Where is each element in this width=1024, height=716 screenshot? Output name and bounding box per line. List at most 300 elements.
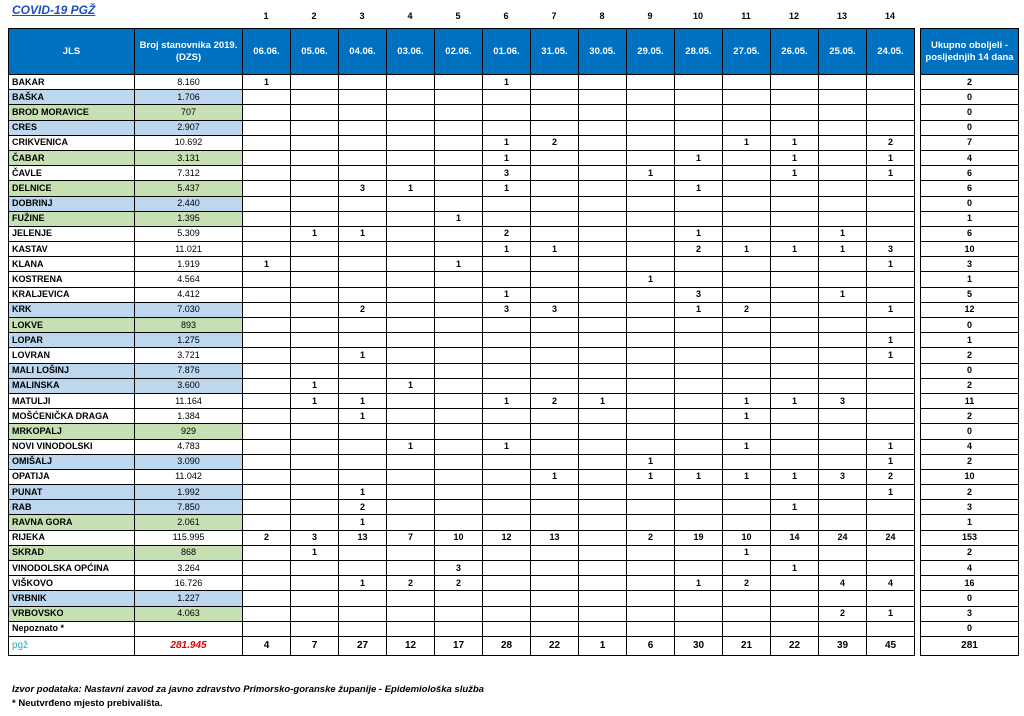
table-row bbox=[9, 454, 1019, 469]
daily-cases-cell bbox=[435, 378, 483, 393]
daily-cases-cell bbox=[723, 166, 771, 181]
daily-cases-cell bbox=[291, 424, 339, 439]
daily-cases-cell bbox=[435, 439, 483, 454]
daily-cases-cell: 1 bbox=[579, 393, 627, 408]
municipality-name: KRALJEVICA bbox=[9, 287, 135, 302]
table-row bbox=[9, 606, 1019, 621]
daily-cases-cell bbox=[483, 545, 531, 560]
total-cases-cell: 0 bbox=[921, 318, 1019, 333]
daily-cases-cell: 1 bbox=[675, 576, 723, 591]
column-number: 7 bbox=[551, 11, 557, 21]
daily-cases-cell: 1 bbox=[867, 257, 915, 272]
total-cases-cell: 4 bbox=[921, 561, 1019, 576]
daily-cases-cell: 1 bbox=[867, 439, 915, 454]
daily-cases-cell bbox=[531, 591, 579, 606]
daily-cases-cell bbox=[771, 591, 819, 606]
daily-cases-cell bbox=[819, 621, 867, 636]
table-row bbox=[9, 226, 1019, 241]
daily-cases-cell bbox=[387, 606, 435, 621]
daily-cases-cell bbox=[819, 424, 867, 439]
daily-cases-cell: 3 bbox=[867, 242, 915, 257]
municipality-name: RAVNA GORA bbox=[9, 515, 135, 530]
daily-cases-cell bbox=[627, 120, 675, 135]
daily-cases-cell bbox=[243, 454, 291, 469]
population-cell: 4.412 bbox=[135, 287, 243, 302]
total-population: 281.945 bbox=[135, 636, 243, 655]
daily-cases-cell bbox=[675, 135, 723, 150]
daily-cases-cell: 1 bbox=[483, 439, 531, 454]
table-row bbox=[9, 393, 1019, 408]
daily-cases-cell bbox=[771, 348, 819, 363]
daily-cases-cell bbox=[675, 318, 723, 333]
table-row bbox=[9, 439, 1019, 454]
daily-cases-cell bbox=[339, 150, 387, 165]
municipality-name: CRES bbox=[9, 120, 135, 135]
daily-cases-cell bbox=[339, 120, 387, 135]
daily-cases-cell bbox=[435, 287, 483, 302]
daily-cases-cell bbox=[435, 363, 483, 378]
daily-cases-cell bbox=[579, 606, 627, 621]
daily-cases-cell bbox=[243, 439, 291, 454]
daily-cases-cell bbox=[531, 500, 579, 515]
daily-cases-cell bbox=[435, 485, 483, 500]
column-number: 12 bbox=[788, 11, 799, 21]
population-cell: 4.783 bbox=[135, 439, 243, 454]
daily-cases-cell: 1 bbox=[771, 561, 819, 576]
daily-cases-cell: 1 bbox=[819, 226, 867, 241]
daily-cases-cell bbox=[723, 606, 771, 621]
table-row bbox=[9, 378, 1019, 393]
daily-cases-cell bbox=[435, 181, 483, 196]
daily-cases-cell bbox=[819, 363, 867, 378]
daily-cases-cell bbox=[483, 272, 531, 287]
daily-cases-cell: 1 bbox=[723, 469, 771, 484]
daily-cases-cell bbox=[387, 150, 435, 165]
daily-cases-cell bbox=[243, 318, 291, 333]
daily-cases-cell bbox=[435, 393, 483, 408]
table-row bbox=[9, 576, 1019, 591]
daily-cases-cell: 1 bbox=[291, 378, 339, 393]
daily-cases-cell: 1 bbox=[627, 469, 675, 484]
municipality-name: SKRAD bbox=[9, 545, 135, 560]
daily-cases-cell bbox=[339, 424, 387, 439]
daily-cases-cell bbox=[627, 485, 675, 500]
daily-cases-cell bbox=[243, 196, 291, 211]
column-number: 6 bbox=[503, 11, 509, 21]
daily-cases-cell bbox=[339, 242, 387, 257]
header-population: Broj stanovnika 2019. (DZS) bbox=[135, 29, 243, 75]
daily-cases-cell bbox=[531, 272, 579, 287]
daily-cases-cell bbox=[675, 561, 723, 576]
daily-cases-cell bbox=[531, 576, 579, 591]
covid-cases-table bbox=[8, 28, 1019, 656]
daily-total-cell: 30 bbox=[675, 636, 723, 655]
daily-cases-cell bbox=[339, 257, 387, 272]
daily-cases-cell bbox=[483, 257, 531, 272]
daily-cases-cell bbox=[339, 545, 387, 560]
daily-cases-cell bbox=[531, 561, 579, 576]
daily-cases-cell: 4 bbox=[867, 576, 915, 591]
daily-cases-cell: 2 bbox=[483, 226, 531, 241]
municipality-name: OMIŠALJ bbox=[9, 454, 135, 469]
total-cases-cell: 0 bbox=[921, 621, 1019, 636]
daily-cases-cell: 1 bbox=[867, 606, 915, 621]
daily-cases-cell bbox=[243, 485, 291, 500]
daily-cases-cell bbox=[723, 272, 771, 287]
daily-cases-cell bbox=[675, 409, 723, 424]
daily-cases-cell bbox=[435, 545, 483, 560]
daily-cases-cell bbox=[867, 621, 915, 636]
table-row bbox=[9, 348, 1019, 363]
municipality-name: JELENJE bbox=[9, 226, 135, 241]
daily-cases-cell bbox=[627, 561, 675, 576]
daily-cases-cell bbox=[627, 606, 675, 621]
daily-cases-cell bbox=[339, 166, 387, 181]
table-row bbox=[9, 515, 1019, 530]
daily-cases-cell bbox=[771, 105, 819, 120]
daily-cases-cell bbox=[627, 424, 675, 439]
daily-cases-cell bbox=[291, 75, 339, 90]
daily-cases-cell bbox=[771, 621, 819, 636]
daily-cases-cell bbox=[627, 500, 675, 515]
daily-cases-cell bbox=[243, 211, 291, 226]
population-cell: 3.721 bbox=[135, 348, 243, 363]
daily-cases-cell bbox=[291, 287, 339, 302]
daily-cases-cell bbox=[723, 591, 771, 606]
total-cases-cell: 0 bbox=[921, 196, 1019, 211]
daily-cases-cell bbox=[243, 242, 291, 257]
table-row bbox=[9, 181, 1019, 196]
daily-cases-cell bbox=[627, 181, 675, 196]
daily-total-cell: 1 bbox=[579, 636, 627, 655]
daily-cases-cell bbox=[291, 105, 339, 120]
daily-cases-cell bbox=[579, 424, 627, 439]
table-row bbox=[9, 318, 1019, 333]
daily-cases-cell bbox=[339, 333, 387, 348]
daily-cases-cell bbox=[387, 226, 435, 241]
daily-cases-cell bbox=[867, 318, 915, 333]
daily-cases-cell bbox=[387, 211, 435, 226]
daily-cases-cell bbox=[819, 75, 867, 90]
daily-cases-cell bbox=[291, 166, 339, 181]
population-cell: 7.850 bbox=[135, 500, 243, 515]
daily-cases-cell: 1 bbox=[339, 226, 387, 241]
daily-cases-cell bbox=[627, 90, 675, 105]
daily-cases-cell bbox=[387, 257, 435, 272]
header-jls: JLS bbox=[9, 29, 135, 75]
population-cell: 11.042 bbox=[135, 469, 243, 484]
daily-cases-cell bbox=[579, 166, 627, 181]
daily-cases-cell bbox=[483, 90, 531, 105]
daily-cases-cell bbox=[627, 409, 675, 424]
daily-cases-cell bbox=[771, 439, 819, 454]
daily-cases-cell bbox=[675, 515, 723, 530]
daily-cases-cell bbox=[819, 439, 867, 454]
page-title: COVID-19 PGŽ bbox=[12, 3, 96, 17]
daily-cases-cell: 2 bbox=[819, 606, 867, 621]
daily-cases-cell bbox=[339, 378, 387, 393]
footnote: * Neutvrđeno mjesto prebivališta. bbox=[12, 698, 163, 709]
daily-cases-cell bbox=[819, 515, 867, 530]
daily-cases-cell bbox=[579, 333, 627, 348]
daily-cases-cell bbox=[291, 211, 339, 226]
daily-cases-cell bbox=[387, 621, 435, 636]
daily-cases-cell bbox=[291, 181, 339, 196]
daily-cases-cell bbox=[579, 150, 627, 165]
daily-cases-cell: 1 bbox=[723, 393, 771, 408]
daily-cases-cell bbox=[675, 90, 723, 105]
population-cell: 10.692 bbox=[135, 135, 243, 150]
daily-cases-cell bbox=[483, 120, 531, 135]
daily-cases-cell bbox=[387, 75, 435, 90]
daily-cases-cell bbox=[387, 318, 435, 333]
daily-cases-cell bbox=[819, 333, 867, 348]
daily-cases-cell bbox=[291, 135, 339, 150]
daily-cases-cell bbox=[531, 515, 579, 530]
table-row bbox=[9, 150, 1019, 165]
column-number: 11 bbox=[741, 11, 751, 21]
daily-cases-cell bbox=[579, 226, 627, 241]
daily-cases-cell bbox=[723, 196, 771, 211]
total-cases-cell: 3 bbox=[921, 606, 1019, 621]
daily-cases-cell bbox=[579, 181, 627, 196]
daily-cases-cell bbox=[675, 545, 723, 560]
daily-cases-cell bbox=[771, 424, 819, 439]
daily-cases-cell bbox=[531, 606, 579, 621]
daily-cases-cell bbox=[531, 621, 579, 636]
daily-cases-cell bbox=[291, 90, 339, 105]
daily-cases-cell: 1 bbox=[291, 545, 339, 560]
daily-cases-cell: 12 bbox=[483, 530, 531, 545]
daily-cases-cell bbox=[771, 75, 819, 90]
daily-cases-cell bbox=[819, 318, 867, 333]
population-cell: 4.063 bbox=[135, 606, 243, 621]
daily-cases-cell: 2 bbox=[723, 302, 771, 317]
municipality-name: NOVI VINODOLSKI bbox=[9, 439, 135, 454]
population-cell: 5.309 bbox=[135, 226, 243, 241]
daily-cases-cell bbox=[723, 150, 771, 165]
daily-cases-cell bbox=[579, 302, 627, 317]
daily-cases-cell bbox=[819, 454, 867, 469]
daily-cases-cell bbox=[243, 150, 291, 165]
daily-cases-cell bbox=[771, 181, 819, 196]
table-row bbox=[9, 105, 1019, 120]
daily-cases-cell bbox=[435, 120, 483, 135]
column-number: 4 bbox=[407, 11, 413, 21]
population-cell: 707 bbox=[135, 105, 243, 120]
daily-cases-cell bbox=[723, 500, 771, 515]
header-date: 29.05. bbox=[627, 29, 675, 75]
daily-cases-cell bbox=[579, 120, 627, 135]
municipality-name: KOSTRENA bbox=[9, 272, 135, 287]
daily-cases-cell bbox=[435, 515, 483, 530]
daily-cases-cell bbox=[579, 439, 627, 454]
total-cases-cell: 4 bbox=[921, 150, 1019, 165]
table-row bbox=[9, 287, 1019, 302]
total-cases-cell: 16 bbox=[921, 576, 1019, 591]
daily-cases-cell: 3 bbox=[819, 469, 867, 484]
daily-cases-cell: 1 bbox=[723, 135, 771, 150]
daily-cases-cell bbox=[435, 348, 483, 363]
daily-cases-cell: 1 bbox=[339, 485, 387, 500]
daily-cases-cell bbox=[291, 454, 339, 469]
daily-cases-cell: 13 bbox=[531, 530, 579, 545]
daily-cases-cell: 1 bbox=[243, 257, 291, 272]
daily-cases-cell bbox=[243, 621, 291, 636]
municipality-name: MRKOPALJ bbox=[9, 424, 135, 439]
daily-cases-cell bbox=[291, 500, 339, 515]
daily-cases-cell bbox=[723, 424, 771, 439]
daily-cases-cell bbox=[339, 75, 387, 90]
total-cases-cell: 11 bbox=[921, 393, 1019, 408]
daily-cases-cell bbox=[243, 576, 291, 591]
table-row bbox=[9, 242, 1019, 257]
total-cases-cell: 10 bbox=[921, 469, 1019, 484]
municipality-name: BAŠKA bbox=[9, 90, 135, 105]
daily-cases-cell: 2 bbox=[675, 242, 723, 257]
municipality-name: Nepoznato * bbox=[9, 621, 135, 636]
daily-cases-cell bbox=[723, 454, 771, 469]
population-cell: 4.564 bbox=[135, 272, 243, 287]
column-number: 10 bbox=[692, 11, 703, 21]
total-cases-cell: 1 bbox=[921, 515, 1019, 530]
daily-cases-cell bbox=[387, 393, 435, 408]
table-row bbox=[9, 135, 1019, 150]
daily-total-cell: 17 bbox=[435, 636, 483, 655]
column-number: 2 bbox=[311, 11, 317, 21]
daily-cases-cell bbox=[579, 485, 627, 500]
daily-cases-cell bbox=[339, 105, 387, 120]
population-cell: 7.030 bbox=[135, 302, 243, 317]
daily-cases-cell: 1 bbox=[531, 469, 579, 484]
daily-cases-cell: 1 bbox=[339, 409, 387, 424]
daily-cases-cell bbox=[627, 378, 675, 393]
column-number: 14 bbox=[884, 11, 895, 21]
total-cases-cell: 10 bbox=[921, 242, 1019, 257]
daily-cases-cell bbox=[771, 287, 819, 302]
daily-cases-cell bbox=[771, 606, 819, 621]
table-body bbox=[9, 75, 1019, 656]
total-cases-cell: 0 bbox=[921, 424, 1019, 439]
daily-cases-cell bbox=[723, 333, 771, 348]
daily-cases-cell bbox=[483, 469, 531, 484]
daily-cases-cell bbox=[387, 105, 435, 120]
daily-cases-cell: 24 bbox=[819, 530, 867, 545]
total-cases-cell: 5 bbox=[921, 287, 1019, 302]
daily-cases-cell: 1 bbox=[723, 545, 771, 560]
daily-cases-cell: 1 bbox=[867, 166, 915, 181]
daily-cases-cell bbox=[867, 181, 915, 196]
daily-total-cell: 27 bbox=[339, 636, 387, 655]
daily-cases-cell bbox=[435, 318, 483, 333]
daily-cases-cell: 1 bbox=[771, 135, 819, 150]
daily-cases-cell bbox=[387, 242, 435, 257]
daily-cases-cell bbox=[435, 333, 483, 348]
daily-cases-cell: 1 bbox=[723, 439, 771, 454]
daily-cases-cell bbox=[675, 196, 723, 211]
total-cases-cell: 2 bbox=[921, 378, 1019, 393]
daily-cases-cell: 1 bbox=[867, 348, 915, 363]
daily-cases-cell bbox=[387, 469, 435, 484]
daily-cases-cell bbox=[819, 561, 867, 576]
municipality-name: MALINSKA bbox=[9, 378, 135, 393]
daily-cases-cell bbox=[435, 424, 483, 439]
header-date: 27.05. bbox=[723, 29, 771, 75]
daily-cases-cell: 3 bbox=[483, 302, 531, 317]
daily-cases-cell bbox=[771, 576, 819, 591]
municipality-name: LOPAR bbox=[9, 333, 135, 348]
daily-cases-cell bbox=[483, 500, 531, 515]
daily-cases-cell bbox=[531, 545, 579, 560]
daily-cases-cell bbox=[339, 621, 387, 636]
daily-cases-cell bbox=[387, 515, 435, 530]
daily-cases-cell bbox=[531, 150, 579, 165]
daily-cases-cell bbox=[819, 181, 867, 196]
daily-cases-cell: 1 bbox=[771, 500, 819, 515]
daily-cases-cell: 10 bbox=[435, 530, 483, 545]
daily-cases-cell bbox=[291, 606, 339, 621]
municipality-name: MALI LOŠINJ bbox=[9, 363, 135, 378]
daily-cases-cell: 2 bbox=[723, 576, 771, 591]
daily-cases-cell bbox=[675, 333, 723, 348]
daily-cases-cell bbox=[243, 120, 291, 135]
daily-cases-cell bbox=[675, 120, 723, 135]
daily-cases-cell bbox=[291, 196, 339, 211]
municipality-name: VINODOLSKA OPĆINA bbox=[9, 561, 135, 576]
daily-cases-cell bbox=[483, 196, 531, 211]
daily-cases-cell: 1 bbox=[771, 469, 819, 484]
population-cell: 8.160 bbox=[135, 75, 243, 90]
daily-cases-cell bbox=[387, 424, 435, 439]
column-number: 8 bbox=[599, 11, 605, 21]
daily-cases-cell bbox=[675, 393, 723, 408]
daily-cases-cell bbox=[867, 105, 915, 120]
population-cell: 1.395 bbox=[135, 211, 243, 226]
daily-cases-cell bbox=[387, 196, 435, 211]
table-row bbox=[9, 363, 1019, 378]
daily-cases-cell: 3 bbox=[291, 530, 339, 545]
daily-cases-cell bbox=[627, 363, 675, 378]
daily-cases-cell bbox=[723, 561, 771, 576]
daily-cases-cell: 1 bbox=[483, 135, 531, 150]
total-cases-cell: 7 bbox=[921, 135, 1019, 150]
daily-cases-cell bbox=[483, 621, 531, 636]
municipality-name: KRK bbox=[9, 302, 135, 317]
municipality-name: BROD MORAVICE bbox=[9, 105, 135, 120]
daily-cases-cell bbox=[723, 378, 771, 393]
total-cases-cell: 3 bbox=[921, 257, 1019, 272]
daily-cases-cell bbox=[339, 363, 387, 378]
daily-cases-cell: 19 bbox=[675, 530, 723, 545]
municipality-name: CRIKVENICA bbox=[9, 135, 135, 150]
table-row bbox=[9, 120, 1019, 135]
daily-cases-cell: 1 bbox=[819, 242, 867, 257]
daily-cases-cell: 2 bbox=[867, 469, 915, 484]
daily-cases-cell bbox=[387, 485, 435, 500]
daily-cases-cell bbox=[243, 591, 291, 606]
population-cell: 5.437 bbox=[135, 181, 243, 196]
municipality-name: ČAVLE bbox=[9, 166, 135, 181]
daily-cases-cell: 3 bbox=[435, 561, 483, 576]
daily-cases-cell bbox=[291, 272, 339, 287]
daily-cases-cell bbox=[483, 561, 531, 576]
daily-cases-cell bbox=[243, 166, 291, 181]
daily-cases-cell bbox=[291, 576, 339, 591]
column-number: 3 bbox=[359, 11, 365, 21]
daily-cases-cell bbox=[483, 409, 531, 424]
daily-cases-cell bbox=[867, 120, 915, 135]
daily-cases-cell bbox=[867, 561, 915, 576]
